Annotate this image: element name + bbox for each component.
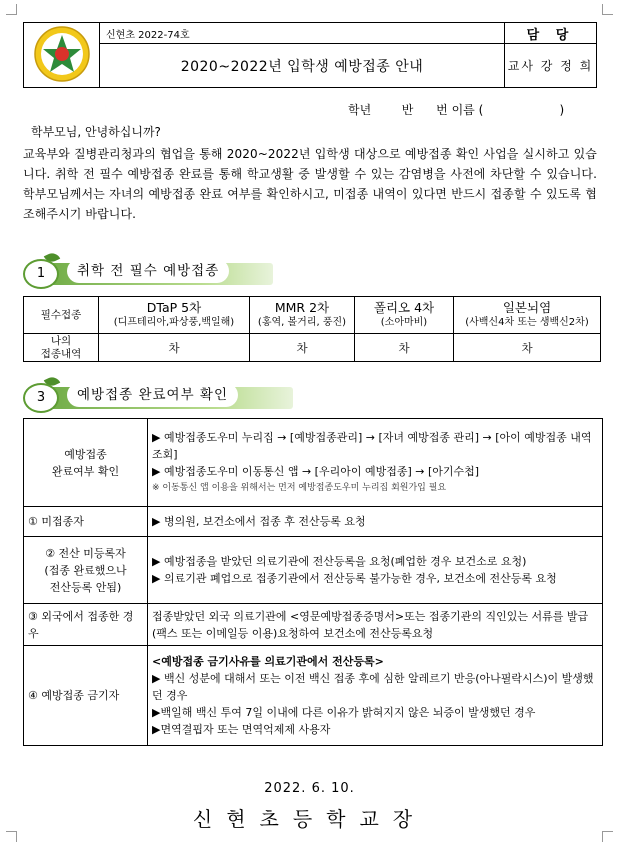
crop-mark: [602, 4, 613, 15]
document-title: 2020~2022년 입학생 예방접종 안내: [100, 44, 505, 88]
school-logo-cell: [24, 23, 100, 88]
check-methods: ▶ 예방접종도우미 누리집 → [예방접종관리] → [자녀 예방접종 관리] → [아이 예방접종 내역조회] ▶ 예방접종도우미 이동통신 앱 → [우리아이 예방접종] → [아기수첩] ※ 이동통신 앱 이용을 위해서는 먼저 예방접종도우미 누리집 회원가입 필요: [148, 419, 603, 507]
vaccine-table: [23, 296, 601, 362]
school-emblem-icon: [33, 25, 91, 83]
check-table: [23, 418, 603, 746]
document-number: 신현초 2022-74호: [100, 23, 505, 44]
section-number: 3: [23, 383, 59, 413]
crop-mark: [602, 831, 613, 842]
abroad-label: ③ 외국에서 접종한 경우: [24, 604, 148, 646]
crop-mark: [6, 4, 17, 15]
crop-mark: [6, 831, 17, 842]
section-1-heading: [23, 257, 273, 287]
record-dtap[interactable]: 차: [99, 334, 250, 362]
sign-label: 담 당: [505, 23, 597, 44]
abroad-text: 접종받았던 외국 의료기관에 <영문예방접종증명서>또는 접종기관의 직인있는 서류를 발급(팩스 또는 이메일등 이용)요청하여 보건소에 전산등록요청: [148, 604, 603, 646]
issue-date: 2022. 6. 10.: [264, 781, 355, 796]
record-polio[interactable]: 차: [355, 334, 454, 362]
my-record-label: 나의 접종내역: [24, 334, 99, 362]
section-title: 예방접종 완료여부 확인: [67, 383, 238, 407]
record-mmr[interactable]: 차: [250, 334, 355, 362]
student-info-line: 학년 반 번 이름 ( ): [348, 103, 565, 117]
greeting: 학부모님, 안녕하십니까?: [31, 125, 161, 139]
section-title: 취학 전 필수 예방접종: [67, 259, 229, 283]
section-number: 1: [23, 259, 59, 289]
contraindicated-text: <예방접종 금기사유를 의료기관에서 전산등록> ▶ 백신 성분에 대해서 또는 이전 백신 접종 후에 심한 알레르기 반응(아나필락시스)이 발생했던 경우 ▶백일해 백신 투여 7일 이내에 다른 이유가 밝혀지지 않은 뇌증이 발생했던 경우 ▶면역결핍자 또는 면역억제제 사용자: [148, 646, 603, 746]
sign-name: 교사 강 정 희: [505, 44, 597, 88]
document-header: [23, 22, 597, 88]
vaccine-je: 일본뇌염 (사백신4차 또는 생백신2차): [454, 297, 601, 334]
unregistered-label: ② 전산 미등록자 (접종 완료했으나 전산등록 안됨): [24, 537, 148, 604]
vaccine-mmr: MMR 2차 (홍역, 볼거리, 풍진): [250, 297, 355, 334]
unvaccinated-text: ▶ 병의원, 보건소에서 접종 후 전산등록 요청: [148, 507, 603, 537]
section-3-heading: [23, 381, 293, 411]
record-je[interactable]: 차: [454, 334, 601, 362]
check-label: 예방접종 완료여부 확인: [24, 419, 148, 507]
vaccine-dtap: DTaP 5차 (디프테리아,파상풍,백일해): [99, 297, 250, 334]
unvaccinated-label: ① 미접종자: [24, 507, 148, 537]
vaccine-polio: 폴리오 4차 (소아마비): [355, 297, 454, 334]
contraindicated-label: ④ 예방접종 금기자: [24, 646, 148, 746]
unregistered-text: ▶ 예방접종을 받았던 의료기관에 전산등록을 요청(폐업한 경우 보건소로 요청) ▶ 의료기관 폐업으로 접종기관에서 전산등록 불가능한 경우, 보건소에 전산등록 요청: [148, 537, 603, 604]
intro-paragraph: 교육부와 질병관리청과의 협업을 통해 2020~2022년 입학생 대상으로 예방접종 확인 사업을 실시하고 있습니다. 취학 전 필수 예방접종 완료를 통해 학교생활 중 발생할 수 있는 감염병을 사전에 차단할 수 있습니다. 학부모님께서는 자녀의 예방접종 완료 여부를 확인하시고, 미접종 내역이 있다면 반드시 접종할 수 있도록 협조해주시기 바랍니다.: [23, 147, 597, 221]
school-principal: 신현초등학교장: [192, 807, 427, 831]
required-label: 필수접종: [24, 297, 99, 334]
